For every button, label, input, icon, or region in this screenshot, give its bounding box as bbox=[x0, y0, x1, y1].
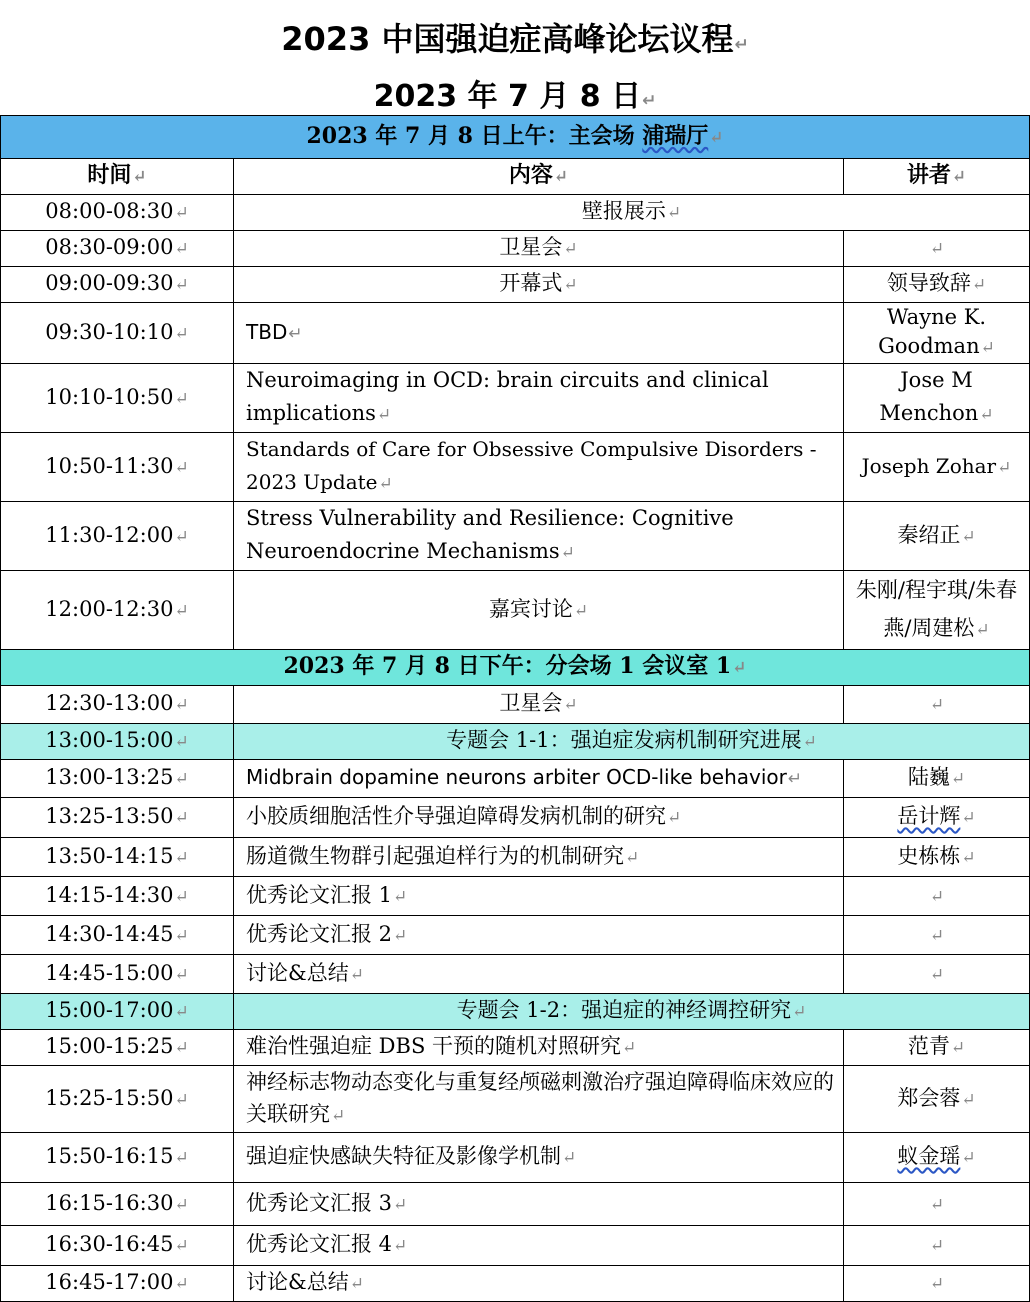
speaker-cell: 朱刚/程宇琪/朱春燕/周建松↵ bbox=[844, 571, 1030, 650]
table-row bbox=[1, 1030, 1030, 1066]
content-cell: 优秀论文汇报 1↵ bbox=[234, 877, 844, 916]
content-cell: Neuroimaging in OCD: brain circuits and clinical implications↵ bbox=[234, 364, 844, 433]
time-cell: 15:25-15:50↵ bbox=[1, 1066, 234, 1133]
speaker-cell: ↵ bbox=[844, 231, 1030, 267]
content-cell: 肠道微生物群引起强迫样行为的机制研究↵ bbox=[234, 838, 844, 877]
table-row bbox=[1, 571, 1030, 650]
table-row bbox=[1, 955, 1030, 994]
time-cell: 12:00-12:30↵ bbox=[1, 571, 234, 650]
time-cell: 12:30-13:00↵ bbox=[1, 686, 234, 724]
content-cell: 卫星会↵ bbox=[234, 231, 844, 267]
table-row bbox=[1, 686, 1030, 724]
time-cell: 13:25-13:50↵ bbox=[1, 798, 234, 838]
content-cell: 壁报展示↵ bbox=[234, 195, 1030, 231]
time-cell: 10:50-11:30↵ bbox=[1, 433, 234, 502]
time-cell: 09:30-10:10↵ bbox=[1, 303, 234, 364]
paragraph-mark: ↵ bbox=[642, 91, 657, 111]
table-row bbox=[1, 1183, 1030, 1226]
content-cell: Midbrain dopamine neurons arbiter OCD-like behavior↵ bbox=[234, 760, 844, 798]
speaker-cell: 领导致辞↵ bbox=[844, 267, 1030, 303]
time-cell: 10:10-10:50↵ bbox=[1, 364, 234, 433]
table-row bbox=[1, 1066, 1030, 1133]
speaker-cell: ↵ bbox=[844, 916, 1030, 955]
table-row bbox=[1, 303, 1030, 364]
speaker-cell: ↵ bbox=[844, 686, 1030, 724]
column-header-speaker: 讲者↵ bbox=[844, 159, 1030, 195]
time-cell: 13:00-15:00↵ bbox=[1, 724, 234, 760]
content-cell: TBD↵ bbox=[234, 303, 844, 364]
speaker-cell: ↵ bbox=[844, 1266, 1030, 1302]
topic-title: 专题会 1-1：强迫症发病机制研究进展↵ bbox=[234, 724, 1030, 760]
speaker-cell: Jose M Menchon↵ bbox=[844, 364, 1030, 433]
time-cell: 08:30-09:00↵ bbox=[1, 231, 234, 267]
table-row bbox=[1, 1266, 1030, 1302]
time-cell: 08:00-08:30↵ bbox=[1, 195, 234, 231]
time-cell: 14:30-14:45↵ bbox=[1, 916, 234, 955]
content-cell: 优秀论文汇报 3↵ bbox=[234, 1183, 844, 1226]
time-cell: 11:30-12:00↵ bbox=[1, 502, 234, 571]
content-cell: 小胶质细胞活性介导强迫障碍发病机制的研究↵ bbox=[234, 798, 844, 838]
time-cell: 16:45-17:00↵ bbox=[1, 1266, 234, 1302]
table-row bbox=[1, 760, 1030, 798]
time-cell: 15:00-15:25↵ bbox=[1, 1030, 234, 1066]
time-cell: 14:45-15:00↵ bbox=[1, 955, 234, 994]
time-cell: 16:30-16:45↵ bbox=[1, 1226, 234, 1266]
speaker-cell: 秦绍正↵ bbox=[844, 502, 1030, 571]
time-cell: 15:50-16:15↵ bbox=[1, 1133, 234, 1183]
speaker-cell: 史栋栋↵ bbox=[844, 838, 1030, 877]
speaker-cell: ↵ bbox=[844, 877, 1030, 916]
column-header-row bbox=[1, 159, 1030, 195]
speaker-cell: 岳计辉↵ bbox=[844, 798, 1030, 838]
table-row bbox=[1, 231, 1030, 267]
venue-name: 浦瑞厅 bbox=[642, 122, 709, 149]
speaker-cell: ↵ bbox=[844, 1183, 1030, 1226]
table-row bbox=[1, 433, 1030, 502]
content-cell: 讨论&总结↵ bbox=[234, 1266, 844, 1302]
table-row bbox=[1, 1226, 1030, 1266]
session-header-morning: 2023 年 7 月 8 日上午：主会场 浦瑞厅↵ bbox=[1, 116, 1030, 159]
content-cell: 优秀论文汇报 2↵ bbox=[234, 916, 844, 955]
agenda-table bbox=[0, 115, 1030, 1302]
time-cell: 13:00-13:25↵ bbox=[1, 760, 234, 798]
table-row bbox=[1, 364, 1030, 433]
content-cell: Standards of Care for Obsessive Compulsive Disorders - 2023 Update↵ bbox=[234, 433, 844, 502]
paragraph-mark: ↵ bbox=[734, 35, 749, 55]
page-title: 2023 中国强迫症高峰论坛议程↵ bbox=[281, 20, 749, 58]
session-header-afternoon: 2023 年 7 月 8 日下午：分会场 1 会议室 1↵ bbox=[1, 650, 1030, 686]
table-row bbox=[1, 195, 1030, 231]
column-header-content: 内容↵ bbox=[234, 159, 844, 195]
speaker-cell: 范青↵ bbox=[844, 1030, 1030, 1066]
time-cell: 14:15-14:30↵ bbox=[1, 877, 234, 916]
time-cell: 13:50-14:15↵ bbox=[1, 838, 234, 877]
table-row bbox=[1, 916, 1030, 955]
table-row bbox=[1, 798, 1030, 838]
page-date: 2023 年 7 月 8 日↵ bbox=[373, 79, 657, 114]
speaker-cell: ↵ bbox=[844, 955, 1030, 994]
time-cell: 16:15-16:30↵ bbox=[1, 1183, 234, 1226]
content-cell: 难治性强迫症 DBS 干预的随机对照研究↵ bbox=[234, 1030, 844, 1066]
topic-row-1-1 bbox=[1, 724, 1030, 760]
time-cell: 15:00-17:00↵ bbox=[1, 994, 234, 1030]
topic-row-1-2 bbox=[1, 994, 1030, 1030]
content-cell: 嘉宾讨论↵ bbox=[234, 571, 844, 650]
table-row bbox=[1, 1133, 1030, 1183]
content-cell: 神经标志物动态变化与重复经颅磁刺激治疗强迫障碍临床效应的关联研究↵ bbox=[234, 1066, 844, 1133]
time-cell: 09:00-09:30↵ bbox=[1, 267, 234, 303]
speaker-cell: Joseph Zohar↵ bbox=[844, 433, 1030, 502]
column-header-time: 时间↵ bbox=[1, 159, 234, 195]
content-cell: 强迫症快感缺失特征及影像学机制↵ bbox=[234, 1133, 844, 1183]
speaker-cell: 陆巍↵ bbox=[844, 760, 1030, 798]
speaker-cell: ↵ bbox=[844, 1226, 1030, 1266]
content-cell: 卫星会↵ bbox=[234, 686, 844, 724]
speaker-cell: Wayne K. Goodman↵ bbox=[844, 303, 1030, 364]
content-cell: 开幕式↵ bbox=[234, 267, 844, 303]
content-cell: 讨论&总结↵ bbox=[234, 955, 844, 994]
table-row bbox=[1, 838, 1030, 877]
table-row bbox=[1, 877, 1030, 916]
topic-title: 专题会 1-2：强迫症的神经调控研究↵ bbox=[234, 994, 1030, 1030]
table-row bbox=[1, 502, 1030, 571]
speaker-cell: 蚁金瑶↵ bbox=[844, 1133, 1030, 1183]
content-cell: Stress Vulnerability and Resilience: Cognitive Neuroendocrine Mechanisms↵ bbox=[234, 502, 844, 571]
speaker-cell: 郑会蓉↵ bbox=[844, 1066, 1030, 1133]
table-row bbox=[1, 267, 1030, 303]
content-cell: 优秀论文汇报 4↵ bbox=[234, 1226, 844, 1266]
